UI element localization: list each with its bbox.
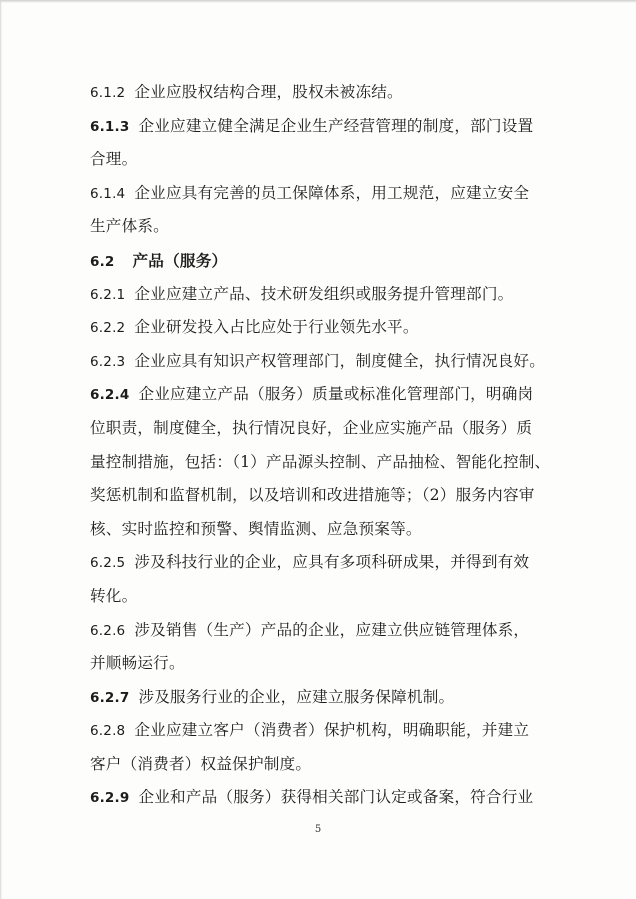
section-heading-6-2 xyxy=(90,244,540,278)
clause-text: 企业和产品（服务）获得相关部门认定或备案，符合行业 xyxy=(138,788,534,807)
clause-text: 奖惩机制和监督机制，以及培训和改进措施等；（2）服务内容审 xyxy=(90,486,535,505)
clause-continuation xyxy=(90,647,540,681)
clause-6-2-3 xyxy=(90,345,545,379)
clause-text: 企业应建立产品、技术研发组织或服务提升管理部门。 xyxy=(134,284,514,303)
scan-edge-top xyxy=(0,0,636,3)
clause-continuation xyxy=(90,748,540,782)
clause-text: 企业研发投入占比应处于行业领先水平。 xyxy=(134,318,419,337)
clause-number: 6.2.8 xyxy=(90,723,126,740)
clause-number: 6.1.3 xyxy=(90,118,130,135)
clause-text: 核、实时监控和预警、舆情监测、应急预案等。 xyxy=(90,519,422,538)
clause-continuation xyxy=(90,580,540,614)
clause-6-2-8 xyxy=(90,714,540,748)
clause-text: 涉及服务行业的企业，应建立服务保障机制。 xyxy=(138,687,455,706)
clause-number: 6.2.3 xyxy=(90,353,126,370)
clause-6-1-4 xyxy=(90,177,540,211)
clause-6-2-5 xyxy=(90,546,540,580)
page-number: 5 xyxy=(314,824,322,835)
clause-text: 企业应具有知识产权管理部门，制度健全，执行情况良好。 xyxy=(134,351,545,370)
clause-text: 客户（消费者）权益保护制度。 xyxy=(90,754,312,773)
scan-edge-left xyxy=(0,0,2,899)
clause-continuation xyxy=(90,143,540,177)
clause-text: 位职责，制度健全，执行情况良好，企业应实施产品（服务）质 xyxy=(90,418,533,437)
clause-continuation xyxy=(90,412,540,446)
clause-number: 6.2.9 xyxy=(90,790,130,807)
clause-6-2-2 xyxy=(90,311,540,345)
clause-6-2-6 xyxy=(90,614,540,648)
clause-text: 量控制措施，包括：（1）产品源头控制、产品抽检、智能化控制、 xyxy=(90,452,551,471)
document-body xyxy=(90,76,551,815)
clause-text: 企业应建立产品（服务）质量或标准化管理部门，明确岗 xyxy=(138,385,534,404)
clause-number: 6.1.4 xyxy=(90,185,126,202)
clause-number: 6.2.5 xyxy=(90,555,126,572)
clause-6-2-9 xyxy=(90,781,540,815)
clause-text: 企业应建立健全满足企业生产经营管理的制度，部门设置 xyxy=(138,116,534,135)
section-number: 6.2 xyxy=(90,253,115,270)
clause-number: 6.2.4 xyxy=(90,387,130,404)
clause-continuation xyxy=(90,513,540,547)
clause-number: 6.2.2 xyxy=(90,320,126,337)
clause-continuation xyxy=(90,479,540,513)
clause-text: 涉及科技行业的企业，应具有多项科研成果，并得到有效 xyxy=(134,553,530,572)
clause-text: 并顺畅运行。 xyxy=(90,654,185,673)
clause-text: 转化。 xyxy=(90,586,138,605)
clause-text: 合理。 xyxy=(90,150,138,169)
clause-continuation xyxy=(90,210,540,244)
clause-text: 企业应具有完善的员工保障体系，用工规范，应建立安全 xyxy=(134,183,530,202)
clause-6-2-4 xyxy=(90,378,540,412)
clause-text: 企业应股权结构合理，股权未被冻结。 xyxy=(134,83,403,101)
clause-number: 6.2.1 xyxy=(90,286,126,303)
clause-6-2-7 xyxy=(90,681,540,715)
clause-number: 6.2.7 xyxy=(90,689,130,706)
clause-6-2-1 xyxy=(90,278,540,312)
clause-text: 涉及销售（生产）产品的企业，应建立供应链管理体系， xyxy=(134,620,530,639)
clause-number: 6.1.2 xyxy=(90,85,126,101)
clause-text: 生产体系。 xyxy=(90,217,169,236)
clause-continuation xyxy=(90,446,551,480)
section-title: 产品（服务） xyxy=(132,250,228,270)
clause-6-1-3 xyxy=(90,110,540,144)
clause-text: 企业应建立客户（消费者）保护机构，明确职能，并建立 xyxy=(134,721,530,740)
clause-number: 6.2.6 xyxy=(90,622,126,639)
clause-6-1-2 xyxy=(90,76,540,110)
